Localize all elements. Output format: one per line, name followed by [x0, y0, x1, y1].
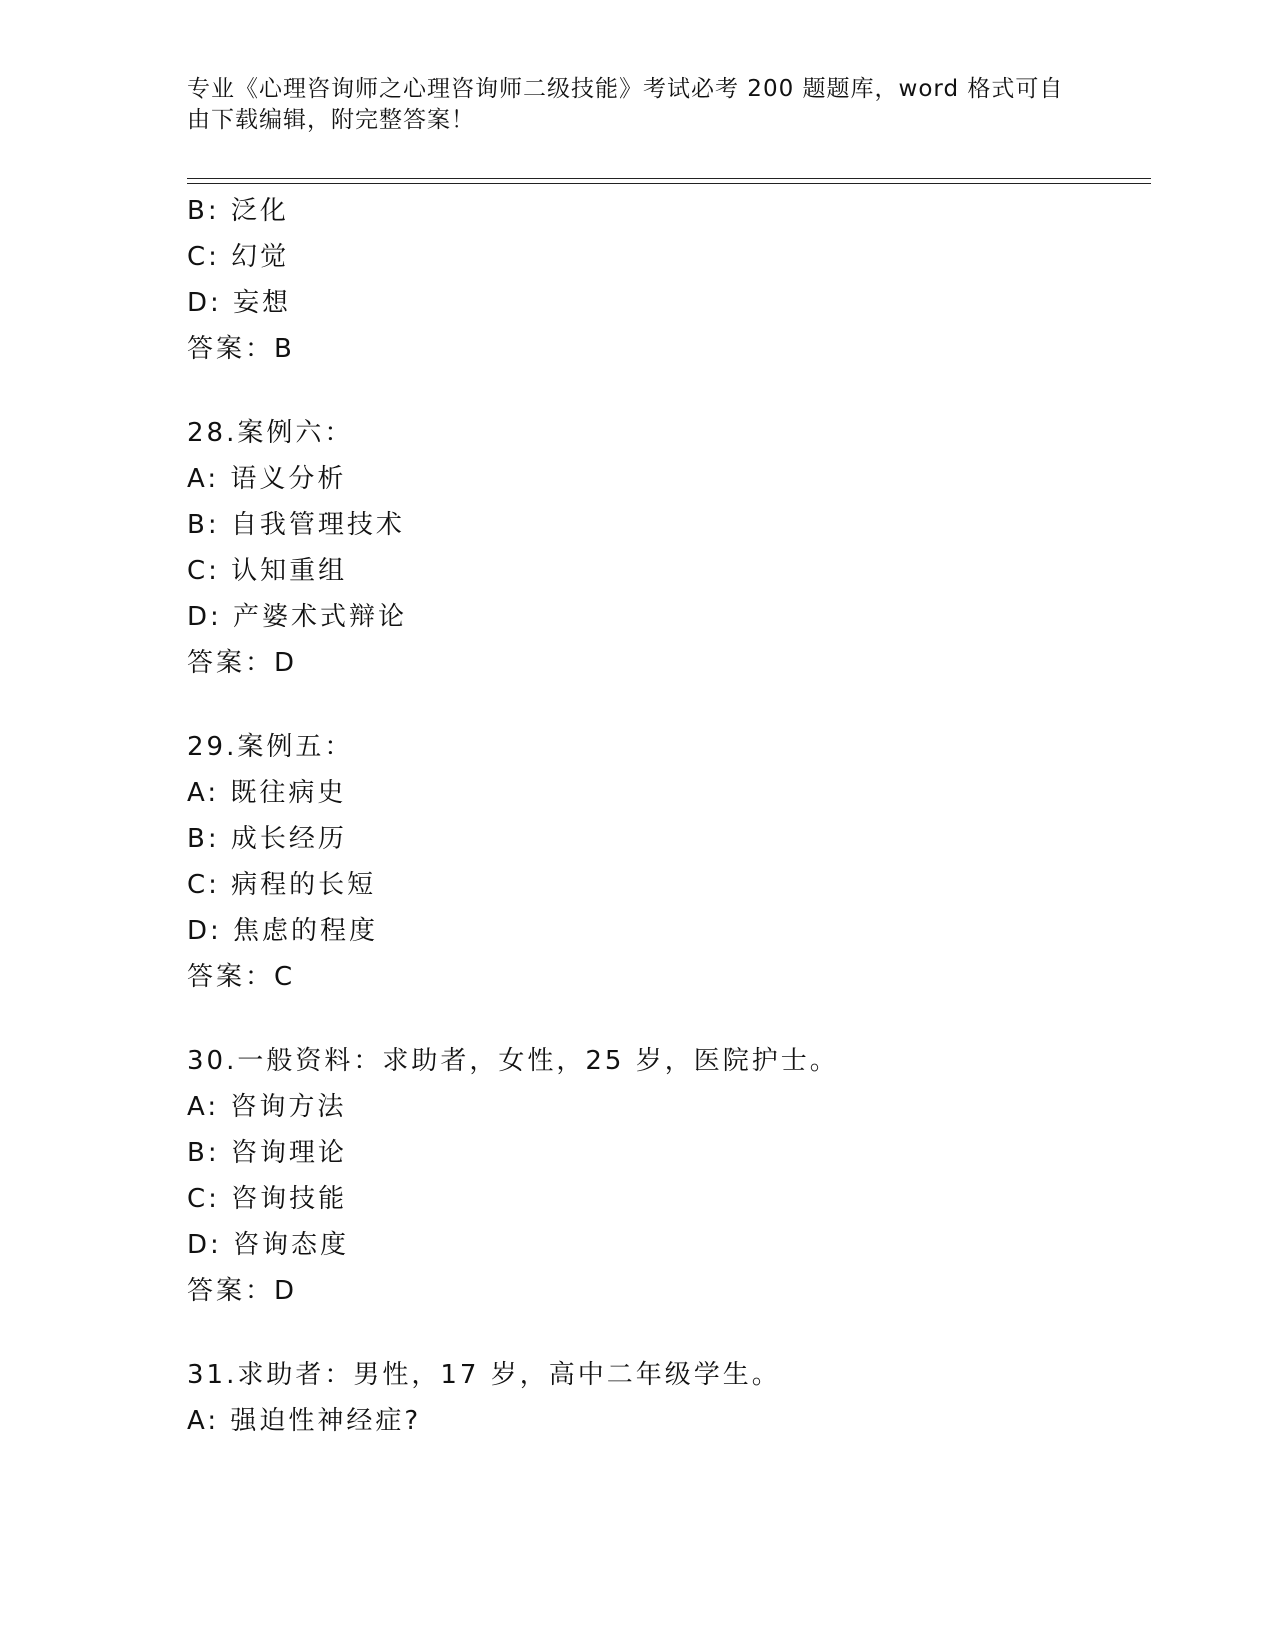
option-a: A: 既往病史 — [187, 778, 347, 808]
question-block-31 — [187, 1352, 1147, 1444]
question-stem: 30.一般资料：求助者，女性，25 岁，医院护士。 — [187, 1046, 839, 1076]
option-a: A: 咨询方法 — [187, 1092, 347, 1122]
option-d: D: 焦虑的程度 — [187, 916, 379, 946]
header-line-1: 专业《心理咨询师之心理咨询师二级技能》考试必考 200 题题库，word 格式可自 — [187, 76, 1064, 102]
option-d: D: 产婆术式辩论 — [187, 602, 408, 632]
spacer — [187, 686, 1147, 724]
option-b: B: 泛化 — [187, 196, 289, 226]
option-c: C: 咨询技能 — [187, 1184, 348, 1214]
header-divider-bottom — [187, 183, 1151, 184]
option-d: D: 妄想 — [187, 288, 292, 318]
option-c: C: 幻觉 — [187, 242, 290, 272]
question-block-30 — [187, 1038, 1147, 1314]
spacer — [187, 1000, 1147, 1038]
document-header — [187, 74, 1067, 136]
answer-line: 答案：D — [187, 648, 298, 678]
question-stem: 29.案例五： — [187, 732, 354, 762]
option-c: C: 认知重组 — [187, 556, 348, 586]
answer-line: 答案：C — [187, 962, 296, 992]
option-a: A: 语义分析 — [187, 464, 347, 494]
question-stem: 28.案例六： — [187, 418, 354, 448]
answer-line: 答案：D — [187, 1276, 298, 1306]
option-a: A: 强迫性神经症? — [187, 1406, 422, 1436]
question-block-27 — [187, 188, 1147, 372]
option-b: B: 成长经历 — [187, 824, 347, 854]
question-list — [187, 188, 1147, 1444]
header-divider-top — [187, 178, 1151, 179]
header-line-2: 由下载编辑，附完整答案！ — [187, 107, 475, 133]
question-block-29 — [187, 724, 1147, 1000]
question-stem: 31.求助者：男性，17 岁，高中二年级学生。 — [187, 1360, 781, 1390]
option-d: D: 咨询态度 — [187, 1230, 350, 1260]
question-block-28 — [187, 410, 1147, 686]
option-b: B: 咨询理论 — [187, 1138, 347, 1168]
spacer — [187, 372, 1147, 410]
answer-line: 答案：B — [187, 334, 295, 364]
spacer — [187, 1314, 1147, 1352]
option-b: B: 自我管理技术 — [187, 510, 405, 540]
option-c: C: 病程的长短 — [187, 870, 377, 900]
